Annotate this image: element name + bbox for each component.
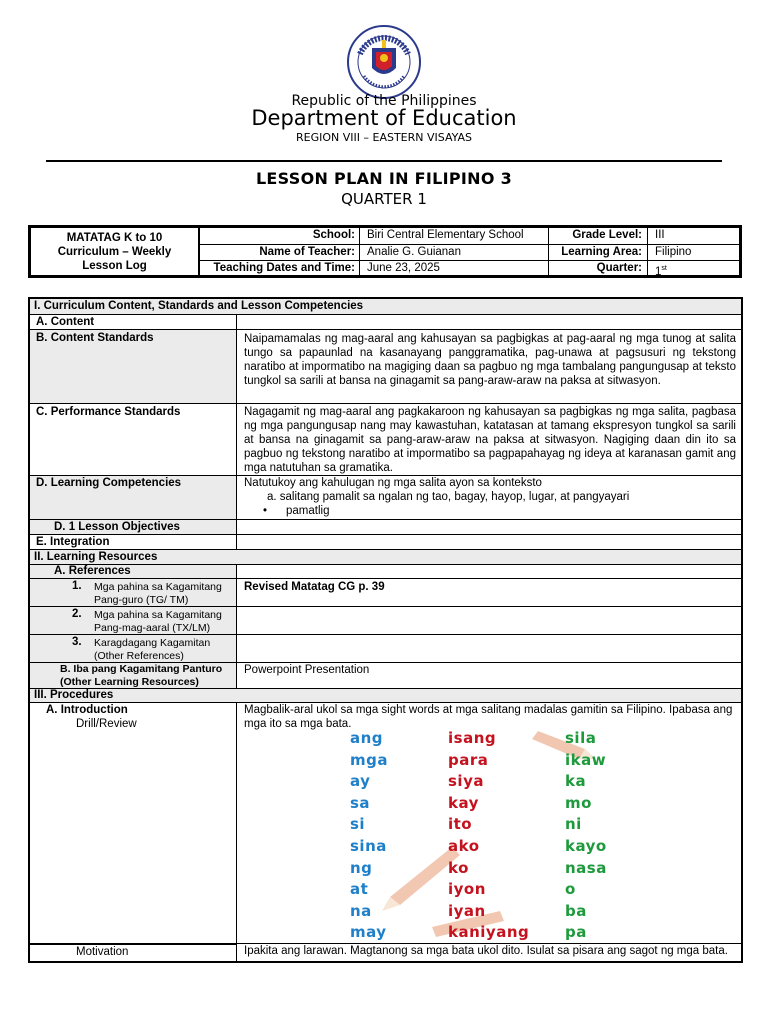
sight-word: may	[350, 923, 387, 942]
reference-other-value	[238, 635, 741, 662]
quarter-heading: QUARTER 1	[341, 190, 427, 208]
sight-word: ni	[565, 815, 582, 834]
reference-other-label: 3. Karagdagang Kagamitan (Other References)	[30, 635, 237, 662]
content-standards-label: B. Content Standards	[30, 330, 237, 403]
lesson-info-table	[28, 225, 742, 278]
row-content	[30, 315, 741, 330]
motivation-text: Ipakita ang larawan. Magtanong sa mga bata ukol dito. Isulat sa pisara ang sagot ng mga bata.	[244, 945, 728, 957]
bullet-icon: •	[263, 505, 268, 517]
content-standards-text: Naipamamalas ng mag-aaral ang kahusayan sa pagbigkas at pag-aaral ng mga tunog at salita tungo sa papaunlad na kasanayang panggramatika, pag-unawa at pagsusuri ng tekstong naratibo at impormatibo na magiging daan sa pagbuo ng mga tambalang pangungusap at teksto tungkol sa sarili at bansa na ginagamit sa pang-araw-araw na paksa at sitwasyon.	[244, 333, 736, 387]
row-introduction	[30, 703, 741, 944]
competency-item-b: • pamatlig	[263, 505, 330, 517]
curriculum-log-title: MATATAG K to 10 Curriculum – Weekly Lesson Log	[57, 232, 172, 272]
sight-word: ang	[350, 729, 384, 747]
reference-tg-value: Revised Matatag CG p. 39	[244, 581, 385, 593]
references-label: A. References	[30, 565, 237, 578]
sight-words-chart	[350, 731, 630, 943]
row-reference-lm	[30, 607, 741, 635]
info-row-dates	[200, 260, 741, 278]
sight-word: kay	[448, 793, 479, 812]
sight-word: kaniyang	[448, 923, 530, 942]
drill-review-value	[238, 703, 741, 943]
learning-competencies-label: D. Learning Competencies	[30, 476, 237, 519]
drill-review-text: Magbalik-aral ukol sa mga sight words at mga salitang madalas gamitin sa Filipino. Ipabasa ang mga ito sa mga bata.	[244, 704, 733, 730]
sight-word: iyon	[448, 880, 486, 899]
sight-word: ako	[448, 837, 480, 855]
sight-word: sa	[350, 793, 371, 812]
integration-label: E. Integration	[30, 535, 237, 549]
row-integration	[30, 535, 741, 550]
header-divider	[46, 160, 722, 162]
sight-word: si	[350, 815, 366, 834]
republic-heading: Republic of the Philippines	[291, 93, 477, 109]
department-heading: Department of Education	[251, 106, 517, 130]
sight-word: sila	[565, 729, 597, 747]
row-performance-standards	[30, 404, 741, 476]
reference-tg-label: 1. Mga pahina sa Kagamitang Pang-guro (TG/ TM)	[30, 579, 237, 606]
learning-competencies-value	[238, 476, 741, 519]
region-heading: REGION VIII – EASTERN VISAYAS	[296, 131, 472, 144]
learning-area-label: Learning Area:	[548, 245, 648, 260]
sight-word: isang	[448, 729, 497, 747]
sight-word: iyan	[448, 901, 486, 920]
other-resources-value: Powerpoint Presentation	[244, 664, 370, 676]
sight-word: ba	[565, 901, 587, 920]
sight-word: ikaw	[565, 750, 607, 769]
sight-word: na	[350, 901, 372, 920]
teacher-label: Name of Teacher:	[200, 245, 360, 260]
row-content-standards	[30, 330, 741, 404]
row-references	[30, 565, 741, 579]
sight-word: sina	[350, 837, 387, 855]
sight-word: ko	[448, 858, 469, 877]
references-value	[238, 565, 741, 578]
info-row-school	[200, 228, 741, 244]
performance-standards-label: C. Performance Standards	[30, 404, 237, 475]
sight-word: siya	[448, 772, 484, 791]
row-learning-competencies	[30, 476, 741, 520]
competency-text: Natutukoy ang kahulugan ng mga salita ayon sa konteksto	[244, 477, 542, 489]
row-lesson-objectives	[30, 520, 741, 535]
row-motivation	[30, 944, 741, 961]
row-other-resources	[30, 663, 741, 689]
teacher-value: Analie G. Guianan	[367, 246, 461, 258]
other-resources-label: B. Iba pang Kagamitang Panturo (Other Learning Resources)	[30, 663, 237, 688]
competency-item-a: a. salitang pamalit sa ngalan ng tao, bagay, hayop, lugar, at pangyayari	[267, 491, 630, 503]
sight-word: kayo	[565, 837, 607, 855]
sight-word: ay	[350, 772, 371, 791]
performance-standards-text: Nagagamit ng mag-aaral ang pagkakaroon ng kahusayan sa pagbigkas ng mga salita, pagbasa ng mga pangungusap nang may kawastuhan, katatasan at tamang ekspresyon tungkol sa sarili at bansa na ginagamit sa pang-araw-araw na paksa at sitwasyon. Nagiging daan din ito sa pagbuo ng tekstong naratibo at impormatibo sa pagpapahayag ng ideya at karanasan gamit ang mga natutuhan sa gramatika.	[244, 406, 736, 474]
lesson-plan-title: LESSON PLAN IN FILIPINO 3	[255, 169, 513, 188]
section-resources-heading: II. Learning Resources	[30, 550, 741, 565]
row-reference-other	[30, 635, 741, 663]
introduction-label: A. Introduction Drill/Review	[30, 703, 237, 943]
info-row-teacher	[200, 244, 741, 260]
deped-seal-logo	[346, 24, 422, 100]
sight-word: nasa	[565, 858, 607, 877]
grade-level-label: Grade Level:	[548, 228, 648, 244]
reference-lm-label: 2. Mga pahina sa Kagamitang Pang-mag-aaral (TX/LM)	[30, 607, 237, 634]
motivation-label: Motivation	[30, 944, 237, 961]
sight-word: ito	[448, 815, 473, 834]
content-value	[238, 315, 741, 329]
lesson-objectives-value	[238, 520, 741, 534]
sight-word: ng	[350, 858, 373, 877]
lesson-plan-table	[28, 297, 743, 963]
sight-word: o	[565, 880, 576, 899]
reference-lm-value	[238, 607, 741, 634]
content-label: A. Content	[30, 315, 237, 329]
dates-value: June 23, 2025	[367, 262, 440, 274]
sight-word: at	[350, 880, 369, 899]
sight-word: ka	[565, 772, 587, 791]
sight-word: para	[448, 750, 489, 769]
grade-level-value: III	[655, 229, 665, 241]
quarter-label: Quarter:	[548, 261, 648, 275]
sight-word: pa	[565, 923, 587, 942]
quarter-value: 1st	[655, 265, 667, 278]
school-value: Biri Central Elementary School	[367, 229, 524, 241]
sight-word: mo	[565, 793, 592, 812]
section-curriculum-heading: I. Curriculum Content, Standards and Lesson Competencies	[30, 299, 741, 315]
learning-area-value: Filipino	[655, 246, 692, 258]
dates-label: Teaching Dates and Time:	[200, 261, 360, 275]
school-label: School:	[200, 228, 360, 244]
row-reference-tg	[30, 579, 741, 607]
section-procedures-heading: III. Procedures	[30, 689, 741, 703]
integration-value	[238, 535, 741, 549]
sight-word: mga	[350, 750, 388, 769]
lesson-objectives-label: D. 1 Lesson Objectives	[30, 520, 237, 534]
info-grid	[198, 228, 739, 278]
